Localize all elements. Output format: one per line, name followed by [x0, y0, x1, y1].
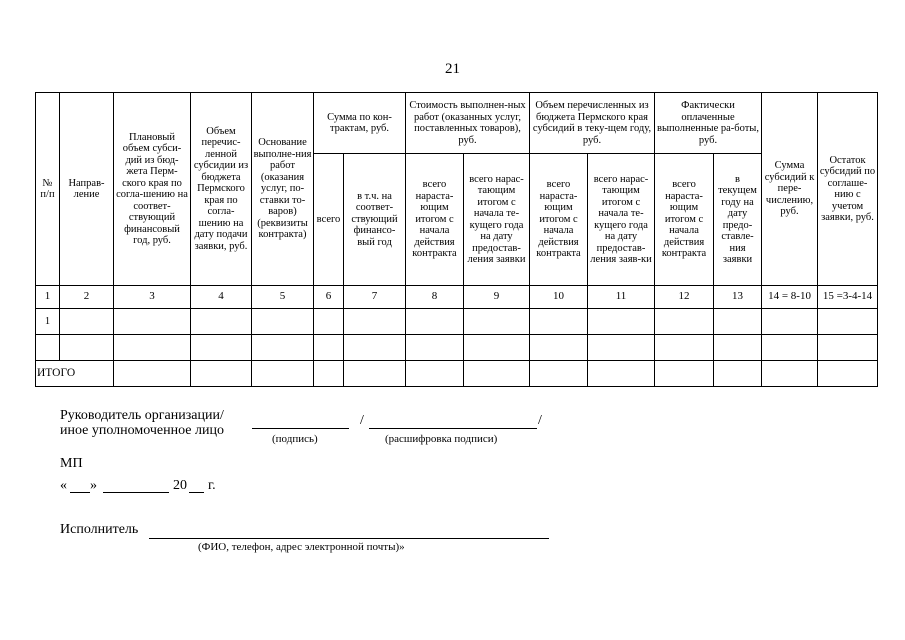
- total-label: ИТОГО: [36, 361, 114, 387]
- date-day-line[interactable]: [70, 492, 90, 493]
- table-cell[interactable]: [252, 335, 314, 361]
- table-cell[interactable]: [588, 335, 655, 361]
- table-cell[interactable]: [464, 335, 530, 361]
- date-month-line[interactable]: [103, 492, 169, 493]
- table-row: [36, 309, 878, 335]
- column-number: 7: [344, 286, 406, 309]
- table-cell[interactable]: [655, 361, 714, 387]
- row-number: 1: [36, 309, 60, 335]
- column-number: 3: [114, 286, 191, 309]
- table-cell[interactable]: [60, 309, 114, 335]
- header-remainder: Остаток субсидий по соглаше-нию с учетом заявки, руб.: [818, 93, 878, 286]
- column-number: 10: [530, 286, 588, 309]
- header-paid: Фактически оплаченные выполненные ра-боты, руб.: [655, 93, 762, 154]
- head-title-line2: иное уполномоченное лицо: [60, 423, 224, 438]
- table-cell[interactable]: [191, 335, 252, 361]
- table-cell[interactable]: [464, 309, 530, 335]
- table-cell[interactable]: [60, 335, 114, 361]
- date-year-line[interactable]: [189, 492, 204, 493]
- signature-caption: (подпись): [272, 433, 318, 445]
- head-title-line1: Руководитель организации/: [60, 408, 224, 423]
- subheader-incl-year: в т.ч. на соответ-ствующий финансо-вый год: [344, 154, 406, 286]
- header-direction: Направ-ление: [60, 93, 114, 286]
- header-plan: Плановый объем субси-дий из бюд-жета Перм-ского края по согла-шению на соответ-ствующий финансовый год, руб.: [114, 93, 191, 286]
- table-cell[interactable]: [406, 335, 464, 361]
- subheader-cum-year: всего нарас-тающим итогом с начала те-кущего года на дату предостав-ления заяв-ки: [588, 154, 655, 286]
- table-cell[interactable]: [314, 361, 344, 387]
- column-number: 5: [252, 286, 314, 309]
- executor-line[interactable]: [149, 538, 549, 539]
- table-cell[interactable]: [314, 335, 344, 361]
- column-number: 15 =3-4-14: [818, 286, 878, 309]
- table-cell[interactable]: [191, 361, 252, 387]
- header-no: № п/п: [36, 93, 60, 286]
- column-number: 9: [464, 286, 530, 309]
- header-transferred: Объем перечисленных из бюджета Пермского края субсидий в теку-щем году, руб.: [530, 93, 655, 154]
- subheader-current-year: в текущем году на дату предо-ставле-ния заявки: [714, 154, 762, 286]
- table-cell[interactable]: [464, 361, 530, 387]
- year-prefix: 20: [173, 478, 187, 493]
- slash-open: /: [360, 413, 364, 428]
- column-number: 13: [714, 286, 762, 309]
- table-cell[interactable]: [655, 335, 714, 361]
- header-to-transfer: Сумма субсидий к пере-числению, руб.: [762, 93, 818, 286]
- table-cell[interactable]: [114, 309, 191, 335]
- table-cell[interactable]: [588, 309, 655, 335]
- table-cell[interactable]: [36, 335, 60, 361]
- executor-caption: (ФИО, телефон, адрес электронной почты)»: [198, 541, 405, 553]
- column-number: 14 = 8-10: [762, 286, 818, 309]
- table-cell[interactable]: [588, 361, 655, 387]
- total-row: [36, 361, 878, 387]
- date-quote-open: «: [60, 478, 67, 493]
- column-number: 1: [36, 286, 60, 309]
- table-cell[interactable]: [191, 309, 252, 335]
- table-cell[interactable]: [344, 335, 406, 361]
- column-number: 12: [655, 286, 714, 309]
- signature-decode-line[interactable]: [369, 428, 537, 429]
- table-cell[interactable]: [762, 335, 818, 361]
- executor-label: Исполнитель: [60, 522, 139, 537]
- signature-line[interactable]: [252, 428, 349, 429]
- table-cell[interactable]: [818, 361, 878, 387]
- table-row: [36, 335, 878, 361]
- header-cost-done: Стоимость выполнен-ных работ (оказанных услуг, поставленных товаров), руб.: [406, 93, 530, 154]
- table-cell[interactable]: [530, 335, 588, 361]
- subheader-cum-contract: всего нараста-ющим итогом с начала действия контракта: [406, 154, 464, 286]
- table-cell[interactable]: [252, 361, 314, 387]
- stamp-label: МП: [60, 456, 83, 471]
- column-numbers-row: [36, 286, 878, 309]
- subheader-cum-contract: всего нараста-ющим итогом с начала действия контракта: [655, 154, 714, 286]
- table-cell[interactable]: [714, 335, 762, 361]
- table-cell[interactable]: [655, 309, 714, 335]
- table-cell[interactable]: [252, 309, 314, 335]
- subheader-total: всего: [314, 154, 344, 286]
- subheader-cum-contract: всего нараста-ющим итогом с начала действия контракта: [530, 154, 588, 286]
- signature-decode-caption: (расшифровка подписи): [385, 433, 498, 445]
- table-cell[interactable]: [114, 361, 191, 387]
- date-quote-close: »: [90, 478, 97, 493]
- year-suffix: г.: [208, 478, 216, 493]
- table-cell[interactable]: [406, 309, 464, 335]
- table-cell[interactable]: [530, 361, 588, 387]
- subsidy-request-table: [35, 92, 878, 387]
- table-cell[interactable]: [114, 335, 191, 361]
- column-number: 4: [191, 286, 252, 309]
- page-number: 21: [445, 61, 460, 77]
- table-cell[interactable]: [406, 361, 464, 387]
- column-number: 11: [588, 286, 655, 309]
- table-cell[interactable]: [818, 335, 878, 361]
- header-basis: Основание выполне-ния работ (оказания услуг, по-ставки то-варов) (реквизиты контракта): [252, 93, 314, 286]
- column-number: 6: [314, 286, 344, 309]
- table-cell[interactable]: [344, 309, 406, 335]
- column-number: 2: [60, 286, 114, 309]
- table-cell[interactable]: [714, 309, 762, 335]
- header-requested: Объем перечис-ленной субсидии из бюджета Пермского края по согла-шению на дату подачи заявки, руб.: [191, 93, 252, 286]
- subheader-cum-year: всего нарас-тающим итогом с начала те-кущего года на дату предостав-ления заявки: [464, 154, 530, 286]
- slash-close: /: [538, 413, 542, 428]
- table-cell[interactable]: [344, 361, 406, 387]
- table-cell[interactable]: [314, 309, 344, 335]
- header-contract-sum: Сумма по кон-трактам, руб.: [314, 93, 406, 154]
- table-cell[interactable]: [714, 361, 762, 387]
- table-cell[interactable]: [530, 309, 588, 335]
- table-cell[interactable]: [818, 309, 878, 335]
- table-cell[interactable]: [762, 361, 818, 387]
- table-cell[interactable]: [762, 309, 818, 335]
- column-number: 8: [406, 286, 464, 309]
